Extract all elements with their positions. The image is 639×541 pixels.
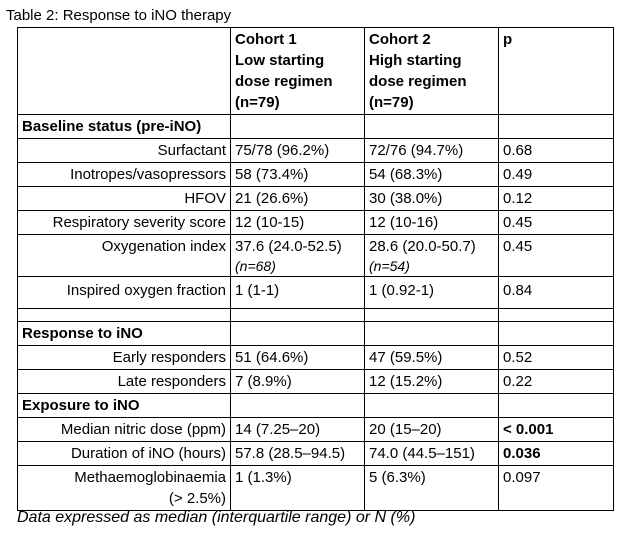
p-value: 0.45 [499,235,614,277]
p-value: 0.68 [499,139,614,163]
header-row [18,28,614,115]
section-row [18,115,614,139]
p-value: < 0.001 [499,418,614,442]
header-cohort-1-line: (n=79) [235,94,280,111]
section-row [18,394,614,418]
header-cohort-1-line: Cohort 1 [235,31,297,48]
p-value: 0.52 [499,346,614,370]
table-row [18,235,614,277]
row-label-line: (> 2.5%) [168,490,226,507]
p-value: 0.45 [499,211,614,235]
row-label: Duration of iNO (hours) [18,442,231,466]
cohort-1-value: 58 (73.4%) [231,163,365,187]
table-row [18,139,614,163]
empty-cell [231,322,365,346]
table-row [18,466,614,511]
empty-cell [365,394,499,418]
cohort-1-value: 51 (64.6%) [231,346,365,370]
header-cohort-2 [365,28,499,115]
row-label: Median nitric dose (ppm) [18,418,231,442]
cohort-1-subgroup-n: (n=68) [235,258,276,274]
header-cohort-2-line: High starting [369,52,462,69]
cohort-2-value: 1 (0.92-1) [365,277,499,309]
table-caption: Table 2: Response to iNO therapy [6,7,232,24]
cohort-2-value: 12 (15.2%) [365,370,499,394]
header-cohort-2-line: Cohort 2 [369,31,431,48]
cohort-1-value: 14 (7.25–20) [231,418,365,442]
row-label: Early responders [18,346,231,370]
row-label: Oxygenation index [18,235,231,277]
cohort-2-main-value: 28.6 (20.0-50.7) [369,238,476,255]
row-label: Surfactant [18,139,231,163]
cohort-1-value: 1 (1-1) [231,277,365,309]
table-row [18,277,614,309]
row-label: Late responders [18,370,231,394]
header-cohort-2-line: dose regimen [369,73,467,90]
results-table [17,27,614,511]
empty-cell [231,115,365,139]
cohort-1-value: 75/78 (96.2%) [231,139,365,163]
cohort-2-value: 72/76 (94.7%) [365,139,499,163]
header-p-value: p [499,28,614,115]
table-row [18,187,614,211]
cohort-2-subgroup-n: (n=54) [369,258,410,274]
row-label: Inotropes/vasopressors [18,163,231,187]
empty-cell [499,309,614,322]
p-value: 0.036 [499,442,614,466]
header-blank-cell [18,28,231,115]
section-title-baseline: Baseline status (pre-iNO) [18,115,231,139]
row-label: HFOV [18,187,231,211]
table-footnote: Data expressed as median (interquartile range) or N (%) [17,509,416,526]
cohort-2-value: 54 (68.3%) [365,163,499,187]
empty-cell [231,394,365,418]
row-label: Inspired oxygen fraction [18,277,231,309]
empty-cell [499,115,614,139]
empty-cell [499,394,614,418]
table-row [18,418,614,442]
table-row [18,211,614,235]
table-row [18,346,614,370]
cohort-2-value: 12 (10-16) [365,211,499,235]
row-label-line: Methaemoglobinaemia [74,469,226,486]
empty-cell [365,309,499,322]
empty-cell [18,309,231,322]
cohort-2-value: 47 (59.5%) [365,346,499,370]
header-cohort-1-line: Low starting [235,52,325,69]
section-row [18,322,614,346]
empty-cell [231,309,365,322]
cohort-2-value: 20 (15–20) [365,418,499,442]
empty-cell [365,322,499,346]
p-value: 0.84 [499,277,614,309]
spacer-row [18,309,614,322]
cohort-1-value: 1 (1.3%) [231,466,365,511]
section-title-exposure: Exposure to iNO [18,394,231,418]
table-row [18,163,614,187]
table-row [18,370,614,394]
section-title-response: Response to iNO [18,322,231,346]
p-value: 0.12 [499,187,614,211]
cohort-1-value: 57.8 (28.5–94.5) [231,442,365,466]
table-row [18,442,614,466]
p-value: 0.49 [499,163,614,187]
row-label: Respiratory severity score [18,211,231,235]
p-value: 0.22 [499,370,614,394]
cohort-2-value: 30 (38.0%) [365,187,499,211]
header-cohort-1-line: dose regimen [235,73,333,90]
cohort-2-value: 5 (6.3%) [365,466,499,511]
row-label [18,466,231,511]
empty-cell [499,322,614,346]
cohort-2-value: 74.0 (44.5–151) [365,442,499,466]
header-cohort-2-line: (n=79) [369,94,414,111]
cohort-1-value: 21 (26.6%) [231,187,365,211]
cohort-2-value [365,235,499,277]
empty-cell [365,115,499,139]
cohort-1-value: 7 (8.9%) [231,370,365,394]
cohort-1-value [231,235,365,277]
cohort-1-main-value: 37.6 (24.0-52.5) [235,238,342,255]
header-cohort-1 [231,28,365,115]
cohort-1-value: 12 (10-15) [231,211,365,235]
p-value: 0.097 [499,466,614,511]
